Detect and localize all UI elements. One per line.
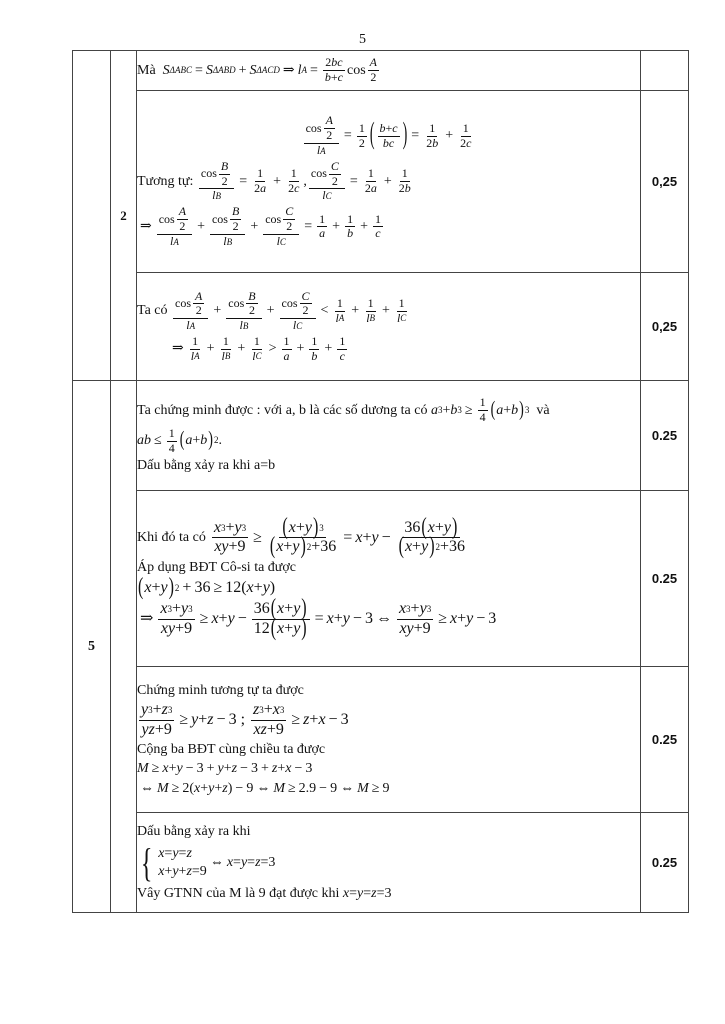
problem-cell-empty (73, 51, 111, 381)
problem-number: 5 (73, 381, 111, 913)
page-number: 5 (359, 32, 366, 47)
content-area-ratios: cos $\frac{A}{2}$ l A = $\frac{1}{2}$ ( b + c bc ) = 1 2 b + 1 2 c Tương tự: cos $\frac{B}{2}$ l B = 1 2 a + 1 2 c , cos $\frac{C}{2}$ l C = 1 2 a + 1 2 b ⇒ cos $\frac{A}{2}$ l A + cos $\frac{B}{2}$ l B + cos $\frac{C}{2}$ l C = $\frac{1}{a}$ + $\frac{1}{b}$ + $\frac{1}{c}$ (137, 91, 641, 273)
text-ap-dung: Áp dụng BĐT Cô-si ta được (137, 559, 297, 575)
text-cm-duoc: Ta chứng minh được : với a, b là các số dương ta có (137, 402, 428, 418)
content-area-conclusion: Ta có cos $\frac{A}{2}$ l A + cos $\frac{B}{2}$ l B + cos $\frac{C}{2}$ l C < 1 l A + 1 l B + 1 l C ⇒ 1 l A + 1 l B + 1 l C > $\frac{1}{a}$ + $\frac{1}{b}$ + $\frac{1}{c}$ (137, 273, 641, 381)
content-area-equality: Dấu bằng xảy ra khi { x=y=z x+y+z=9 ⇔ x = y = z =3 Vây GTNN của M là 9 đạt được khi x = y = z =3 (137, 813, 641, 913)
content-area-bisector: Mà S ΔABC = S ΔABD + S ΔACD ⇒ l A = 2 bc b + c cos $\frac{A}{2}$ (137, 51, 641, 91)
text-khi-do: Khi đó ta có (137, 530, 206, 546)
content-area-sum: Chứng minh tương tự ta được y 3 + z 3 yz +9 ≥ y + z − 3 ; z 3 + x 3 xz +9 ≥ z + x − 3 Cộng ba BĐT cùng chiều ta được M ≥ x + y − 3 + y + z − 3 + z + x − 3 ⇔ M ≥ 2( x + y + z ) − 9 ⇔ M ≥ 2.9 − 9 ⇔ M ≥ 9 (137, 667, 641, 813)
score-cell: 0.25 (641, 491, 689, 667)
text-tuong-tu: Tương tự: (137, 173, 194, 189)
text-dau-bang-1: Dấu bằng xảy ra khi a=b (137, 458, 276, 474)
text-ma: Mà (137, 62, 156, 78)
text-vay: Vây GTNN của M là 9 đạt được khi (137, 885, 340, 901)
part-cell-empty (111, 381, 137, 913)
text-va: và (536, 402, 550, 418)
content-area-cauchy: Khi đó ta có x 3 + y 3 xy +9 ≥ ( x + y ) 3 ( x + y ) 2 +36 = x + y − 36 ( x + y ) ( x + y ) 2 +36 Áp dụng BĐT Cô-si ta được ( x + y ) 2 + 36 ≥ 12( x + y ) ⇒ x 3 + y 3 xy +9 ≥ x + y − 36 ( x + y ) 12 ( x + y ) = x + y − 3 ⇔ x 3 + y 3 xy +9 ≥ x + y − 3 (137, 491, 641, 667)
text-ta-co: Ta có (137, 303, 168, 319)
score-cell: 0.25 (641, 381, 689, 491)
text-cm-tuong-tu: Chứng minh tương tự ta được (137, 682, 304, 698)
score-cell: 0.25 (641, 813, 689, 913)
score-cell: 0.25 (641, 667, 689, 813)
score-cell: 0,25 (641, 91, 689, 273)
score-cell: 0,25 (641, 273, 689, 381)
text-dau-bang-2: Dấu bằng xảy ra khi (137, 824, 251, 839)
part-number: 2 (111, 51, 137, 381)
solution-table (72, 50, 689, 913)
content-area-lemma: Ta chứng minh được : với a, b là các số dương ta có a 3 + b 3 ≥ $\frac{1}{4}$ ( a + b ) 3 và ab ≤ $\frac{1}{4}$ ( a + b ) 2 . Dấu bằng xảy ra khi a=b (137, 381, 641, 491)
score-cell (641, 51, 689, 91)
text-cong-ba: Cộng ba BĐT cùng chiều ta được (137, 741, 326, 757)
